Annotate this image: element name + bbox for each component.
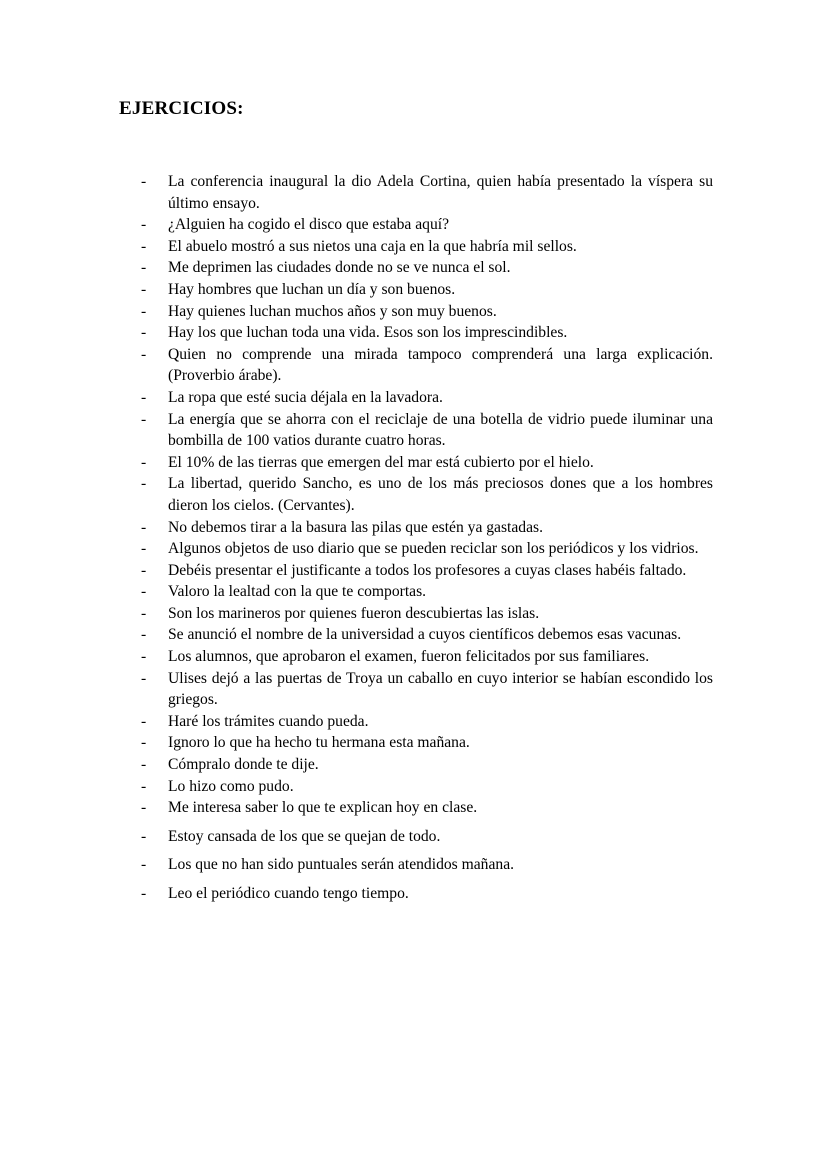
list-item <box>141 668 713 711</box>
bullet-dash: - <box>141 799 147 817</box>
list-item-text: El abuelo mostró a sus nietos una caja en la que habría mil sellos. <box>168 237 577 255</box>
list-item <box>141 322 713 344</box>
list-item <box>141 776 713 798</box>
list-item <box>141 711 713 733</box>
page-title: EJERCICIOS: <box>119 98 244 119</box>
bullet-dash: - <box>141 453 147 471</box>
list-item-text: La energía que se ahorra con el reciclaje de una botella de vidrio puede iluminar una bombilla de 100 vatios durante cuatro horas. <box>168 410 713 450</box>
list-item <box>141 257 713 279</box>
bullet-dash: - <box>141 410 147 428</box>
list-item <box>141 560 713 582</box>
bullet-dash: - <box>141 561 147 579</box>
list-item <box>141 603 713 625</box>
bullet-dash: - <box>141 777 147 795</box>
list-item <box>141 301 713 323</box>
bullet-dash: - <box>141 302 147 320</box>
list-item-text: Hay hombres que luchan un día y son buenos. <box>168 280 456 298</box>
list-item <box>141 344 713 387</box>
list-item <box>141 883 713 905</box>
list-item <box>141 452 713 474</box>
list-item <box>141 409 713 452</box>
bullet-dash: - <box>141 518 147 536</box>
list-item-text: Quien no comprende una mirada tampoco comprenderá una larga explicación. (Proverbio árabe). <box>168 345 713 385</box>
bullet-dash: - <box>141 216 147 234</box>
bullet-dash: - <box>141 345 147 363</box>
list-item-text: Debéis presentar el justificante a todos los profesores a cuyas clases habéis faltado. <box>168 561 687 579</box>
bullet-dash: - <box>141 856 147 874</box>
bullet-dash: - <box>141 237 147 255</box>
bullet-dash: - <box>141 827 147 845</box>
bullet-dash: - <box>141 626 147 644</box>
list-item <box>141 473 713 516</box>
bullet-dash: - <box>141 669 147 687</box>
bullet-dash: - <box>141 324 147 342</box>
bullet-dash: - <box>141 583 147 601</box>
list-item-text: Son los marineros por quienes fueron descubiertas las islas. <box>168 604 540 622</box>
list-item-text: Los que no han sido puntuales serán atendidos mañana. <box>168 856 515 874</box>
list-item <box>141 214 713 236</box>
list-item <box>141 517 713 539</box>
bullet-dash: - <box>141 540 147 558</box>
list-item <box>141 854 713 876</box>
list-item-text: La ropa que esté sucia déjala en la lavadora. <box>168 388 443 406</box>
list-item <box>141 646 713 668</box>
bullet-dash: - <box>141 388 147 406</box>
bullet-dash: - <box>141 604 147 622</box>
bullet-dash: - <box>141 280 147 298</box>
list-item-text: Algunos objetos de uso diario que se pueden reciclar son los periódicos y los vidrios. <box>168 540 699 558</box>
list-item <box>141 826 713 848</box>
list-item-text: Hay quienes luchan muchos años y son muy buenos. <box>168 302 497 320</box>
list-item-text: Valoro la lealtad con la que te comportas. <box>168 583 427 601</box>
exercise-list <box>141 171 713 905</box>
list-item-text: Cómpralo donde te dije. <box>168 756 319 774</box>
bullet-dash: - <box>141 885 147 902</box>
list-item-text: Se anunció el nombre de la universidad a cuyos científicos debemos esas vacunas. <box>168 626 682 644</box>
list-item <box>141 538 713 560</box>
list-item-text: No debemos tirar a la basura las pilas que estén ya gastadas. <box>168 518 543 536</box>
list-item-text: Leo el periódico cuando tengo tiempo. <box>168 885 409 902</box>
list-item-text: Los alumnos, que aprobaron el examen, fueron felicitados por sus familiares. <box>168 648 650 666</box>
bullet-dash: - <box>141 475 147 493</box>
list-item-text: Lo hizo como pudo. <box>168 777 294 795</box>
list-item <box>141 624 713 646</box>
list-item-text: Estoy cansada de los que se quejan de todo. <box>168 827 441 845</box>
list-item-text: Me deprimen las ciudades donde no se ve nunca el sol. <box>168 259 511 277</box>
list-item-text: ¿Alguien ha cogido el disco que estaba aquí? <box>168 216 450 234</box>
list-item <box>141 387 713 409</box>
list-item <box>141 171 713 214</box>
bullet-dash: - <box>141 259 147 277</box>
list-item-text: Hay los que luchan toda una vida. Esos son los imprescindibles. <box>168 324 568 342</box>
list-item-text: Haré los trámites cuando pueda. <box>168 712 369 730</box>
list-item-text: Ulises dejó a las puertas de Troya un caballo en cuyo interior se habían escondido los griegos. <box>168 669 713 709</box>
bullet-dash: - <box>141 756 147 774</box>
list-item <box>141 797 713 819</box>
list-item-text: La conferencia inaugural la dio Adela Cortina, quien había presentado la víspera su último ensayo. <box>168 173 713 212</box>
list-item-text: Ignoro lo que ha hecho tu hermana esta mañana. <box>168 734 470 752</box>
bullet-dash: - <box>141 734 147 752</box>
list-item <box>141 581 713 603</box>
list-item <box>141 754 713 776</box>
list-item-text: Me interesa saber lo que te explican hoy en clase. <box>168 799 478 817</box>
list-item-text: El 10% de las tierras que emergen del mar está cubierto por el hielo. <box>168 453 594 471</box>
list-item <box>141 279 713 301</box>
list-item-text: La libertad, querido Sancho, es uno de los más preciosos dones que a los hombres dieron los cielos. (Cervantes). <box>168 475 713 514</box>
list-item <box>141 732 713 754</box>
list-item <box>141 236 713 258</box>
bullet-dash: - <box>141 173 147 190</box>
bullet-dash: - <box>141 712 147 730</box>
bullet-dash: - <box>141 648 147 666</box>
